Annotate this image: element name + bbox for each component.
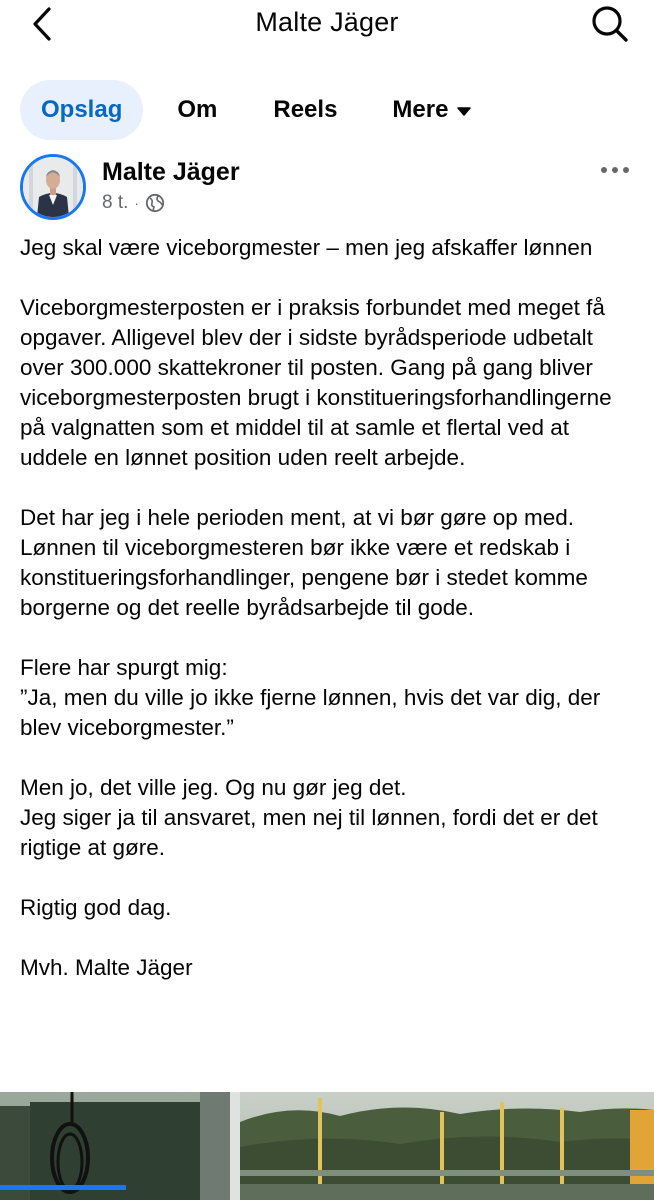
post-meta bbox=[102, 192, 165, 214]
post-paragraph: Det har jeg i hele perioden ment, at vi bør gøre op med. Lønnen til viceborgmesteren bør ikke være et redskab i konstitueringsforhandlinger, pengene bør i stedet komme borgerne og det reelle byrådsarbejde til gode. bbox=[20, 505, 588, 620]
post-more-button[interactable] bbox=[598, 158, 632, 182]
tab-label: Opslag bbox=[41, 96, 123, 123]
post-image[interactable] bbox=[0, 1092, 654, 1200]
post-paragraph: Flere har spurgt mig: ”Ja, men du ville jo ikke fjerne lønnen, hvis det var dig, der blev viceborgmester.” bbox=[20, 655, 601, 740]
post-paragraph: Men jo, det ville jeg. Og nu gør jeg det. Jeg siger ja til ansvaret, men nej til lønnen, fordi det er det rigtige at gøre. bbox=[20, 775, 598, 860]
post-author[interactable]: Malte Jäger bbox=[102, 158, 240, 186]
post-text bbox=[20, 233, 638, 983]
tab-label: Reels bbox=[273, 96, 338, 123]
globe-icon bbox=[145, 193, 165, 213]
top-bar bbox=[0, 0, 654, 60]
caret-down-icon bbox=[457, 107, 471, 116]
page-title: Malte Jäger bbox=[255, 7, 399, 37]
post-time[interactable]: 8 t. bbox=[102, 192, 129, 213]
post-header bbox=[20, 154, 634, 220]
more-dots-icon bbox=[600, 166, 630, 174]
tab-om[interactable] bbox=[177, 80, 217, 140]
search-button[interactable] bbox=[586, 0, 634, 48]
search-icon bbox=[590, 4, 630, 44]
avatar-photo bbox=[23, 157, 83, 217]
tab-label: Om bbox=[177, 96, 218, 123]
meta-separator: · bbox=[134, 195, 140, 211]
tab-mere[interactable] bbox=[392, 80, 471, 140]
post-paragraph: Mvh. Malte Jäger bbox=[20, 955, 193, 980]
tab-reels[interactable] bbox=[273, 80, 337, 140]
profile-tabs bbox=[20, 80, 471, 140]
tab-label: Mere bbox=[392, 96, 449, 123]
tab-opslag[interactable] bbox=[20, 80, 143, 140]
post-paragraph: Jeg skal være viceborgmester – men jeg afskaffer lønnen bbox=[20, 235, 593, 260]
post-paragraph: Rigtig god dag. bbox=[20, 895, 172, 920]
scroll-indicator bbox=[0, 1185, 126, 1190]
post-paragraph: Viceborgmesterposten er i praksis forbundet med meget få opgaver. Alligevel blev der i sidste byrådsperiode udbetalt over 300.000 skattekroner til posten. Gang på gang bliver viceborgmesterposten brugt i konstitueringsforhandlingerne på valgnatten som et middel til at samle et flertal ved at uddele en lønnet position uden reelt arbejde. bbox=[20, 295, 612, 470]
avatar[interactable] bbox=[20, 154, 86, 220]
post-photo bbox=[0, 1092, 654, 1200]
